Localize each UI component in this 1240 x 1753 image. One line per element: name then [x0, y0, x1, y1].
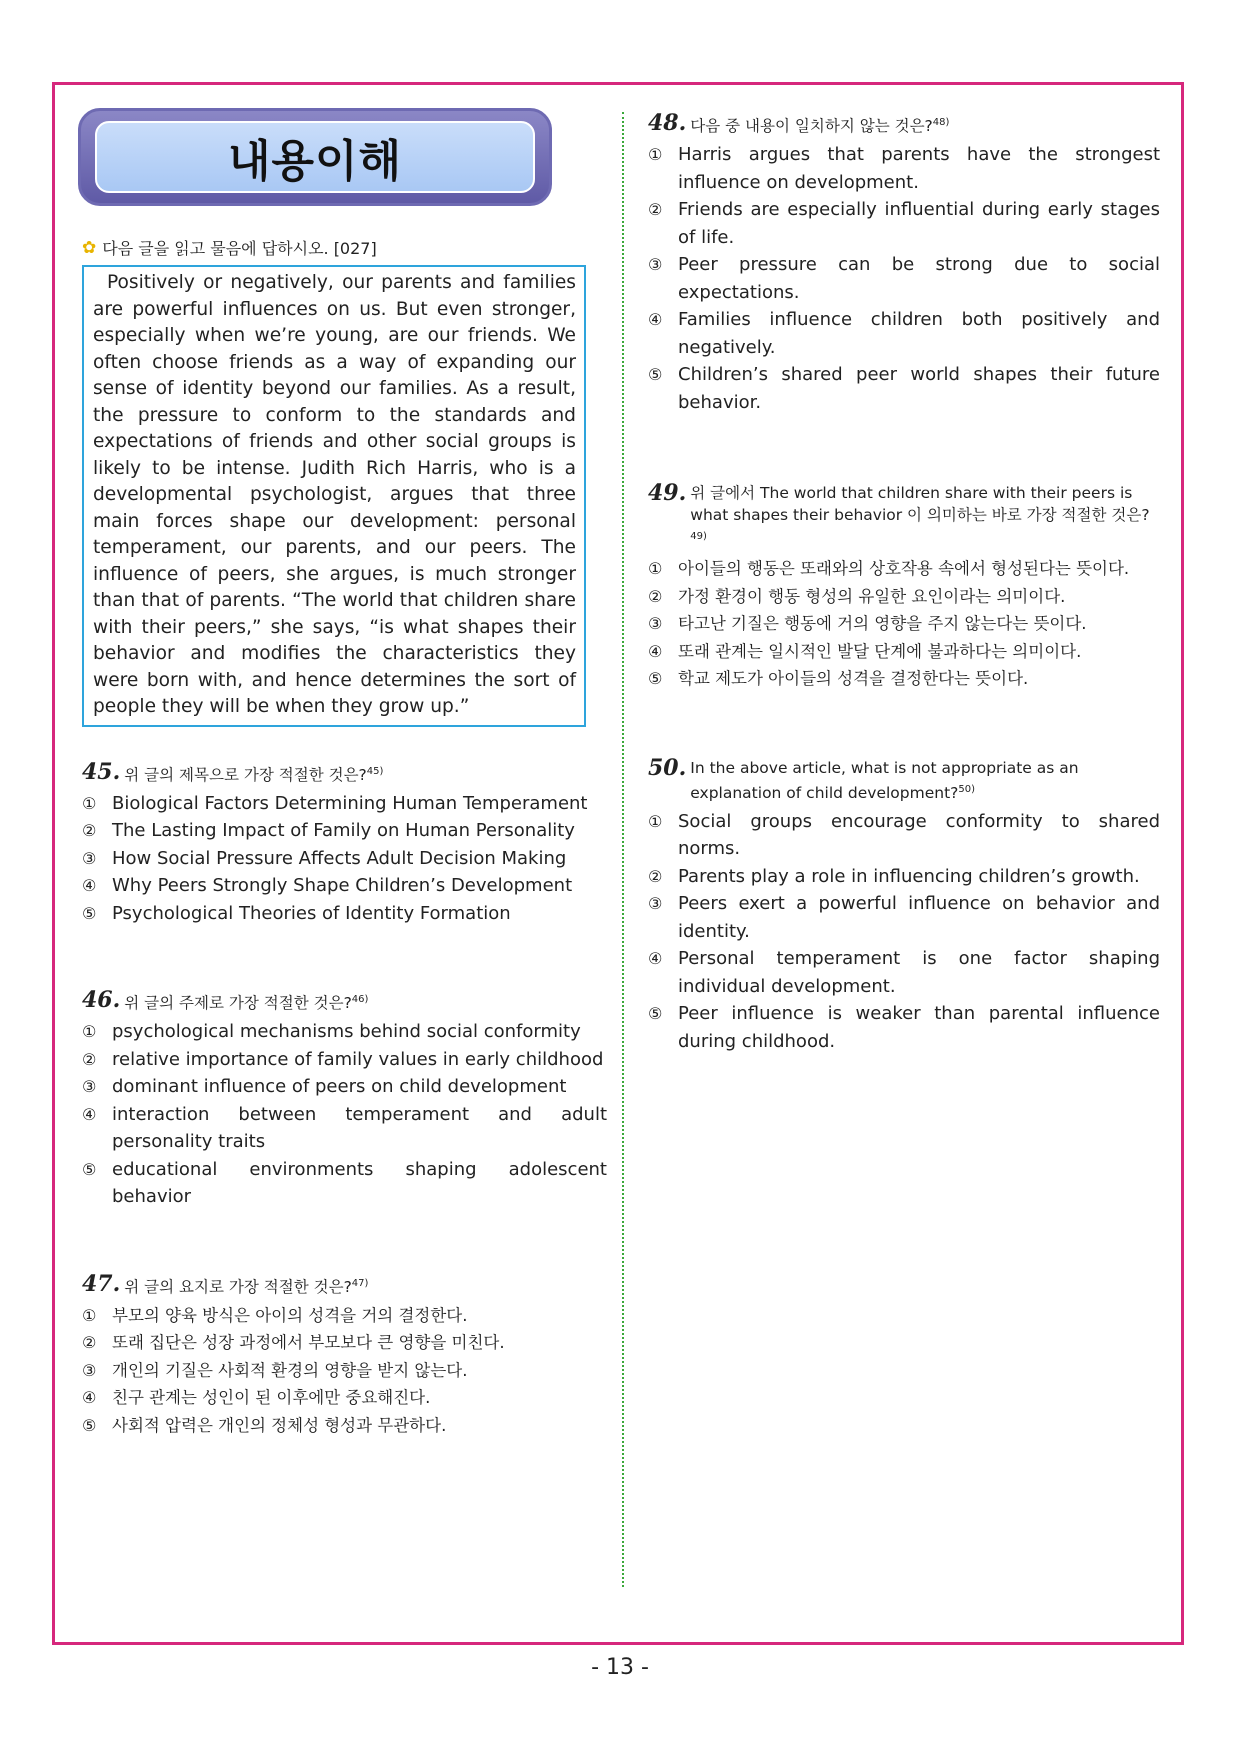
option-marker: ① — [648, 811, 663, 831]
option-marker: ② — [648, 200, 663, 220]
option-text: Families influence children both positively and negatively. — [678, 309, 1160, 358]
left-column — [82, 108, 607, 1439]
option-text: Peer influence is weaker than parental influence during childhood. — [678, 1003, 1160, 1052]
question-prompt — [124, 1273, 368, 1298]
answer-option[interactable] — [82, 872, 607, 900]
answer-option[interactable] — [648, 890, 1160, 945]
passage-text: Positively or negatively, our parents and families are powerful influences on us. But even stronger, especially when we’re young, are our friends. We often choose friends as a way of expanding our sense of identity beyond our families. As a result, the pressure to conform to the standards and expectations of friends and other social groups is likely to be intense. Judith Rich Harris, who is a developmental psychologist, argues that three main forces shape our development: personal temperament, our parents, and our peers. The influence of peers, she argues, is much stronger than that of parents. “The world that children share with their peers,” she says, “is what shapes their behavior and modifies the characteristics they were born with, and hence determines the sort of people they will be when they grow up.” — [93, 272, 576, 717]
question-number: 49. — [648, 480, 687, 507]
option-marker: ③ — [648, 614, 663, 634]
option-text: 또래 집단은 성장 과정에서 부모보다 큰 영향을 미친다. — [112, 1333, 505, 1353]
question-footnote: 49) — [690, 531, 707, 543]
option-text: Parents play a role in influencing children’s growth. — [678, 865, 1140, 887]
answer-option[interactable] — [82, 1156, 607, 1211]
option-marker: ⑤ — [648, 365, 663, 385]
question-prompt-text: In the above article, what is not appropriate as an explanation of child development? — [690, 758, 1079, 802]
question-header — [82, 758, 607, 786]
question-prompt — [124, 761, 383, 786]
option-text: 아이들의 행동은 또래와의 상호작용 속에서 형성된다는 뜻이다. — [678, 559, 1130, 579]
flower-icon: ✿ — [82, 237, 97, 258]
question-46 — [82, 989, 607, 1211]
question-prompt-text: 위 글의 요지로 가장 적절한 것은? — [124, 1277, 352, 1296]
answer-option[interactable] — [82, 1073, 607, 1101]
question-prompt-text: 위 글의 제목으로 가장 적절한 것은? — [124, 765, 367, 784]
option-marker: ⑤ — [82, 903, 97, 923]
option-text: 부모의 양육 방식은 아이의 성격을 거의 결정한다. — [112, 1305, 468, 1325]
option-text: Children’s shared peer world shapes their future behavior. — [678, 364, 1160, 413]
option-marker: ③ — [82, 1077, 97, 1097]
answer-option[interactable] — [648, 863, 1160, 891]
answer-option[interactable] — [648, 141, 1160, 196]
question-footnote: 46) — [351, 994, 369, 1006]
question-header — [648, 754, 1160, 804]
option-text: Peer pressure can be strong due to social expectations. — [678, 254, 1160, 303]
question-49 — [648, 482, 1160, 693]
option-text: Personal temperament is one factor shaping individual development. — [678, 948, 1160, 997]
instruction-text: 다음 글을 읽고 물음에 답하시오. [027] — [102, 239, 377, 258]
question-prompt-text: 위 글에서 The world that children share with their peers is what shapes their behavior 이 의미하는 바로 가장 적절한 것은? — [690, 484, 1150, 525]
answer-option[interactable] — [82, 845, 607, 873]
option-marker: ③ — [648, 255, 663, 275]
question-number: 48. — [648, 110, 687, 136]
answer-option[interactable] — [648, 251, 1160, 306]
section-banner — [78, 108, 552, 206]
option-marker: ⑤ — [648, 669, 663, 689]
question-number: 46. — [82, 987, 121, 1014]
option-marker: ③ — [82, 1360, 97, 1380]
option-marker: ④ — [82, 1104, 97, 1124]
option-marker: ① — [82, 1305, 97, 1325]
option-marker: ① — [82, 1022, 97, 1042]
answer-option[interactable] — [82, 1018, 607, 1046]
question-footnote: 45) — [366, 765, 384, 777]
option-marker: ⑤ — [648, 1004, 663, 1024]
column-divider — [622, 112, 624, 1587]
option-text: Psychological Theories of Identity Formation — [112, 902, 511, 924]
option-text: How Social Pressure Affects Adult Decision Making — [112, 847, 567, 869]
question-footnote: 50) — [958, 783, 976, 795]
answer-option[interactable] — [82, 900, 607, 928]
answer-option[interactable] — [648, 306, 1160, 361]
option-text: 타고난 기질은 행동에 거의 영향을 주지 않는다는 뜻이다. — [678, 614, 1087, 634]
option-text: 또래 관계는 일시적인 발달 단계에 불과하다는 의미이다. — [678, 641, 1082, 661]
answer-options — [82, 1018, 607, 1211]
option-text: 가정 환경이 행동 형성의 유일한 요인이라는 의미이다. — [678, 586, 1066, 606]
answer-option[interactable] — [648, 638, 1160, 666]
option-marker: ① — [648, 145, 663, 165]
section-title: 내용이해 — [227, 136, 402, 187]
question-prompt-text: 위 글의 주제로 가장 적절한 것은? — [124, 994, 352, 1013]
answer-option[interactable] — [648, 583, 1160, 611]
option-text: 개인의 기질은 사회적 환경의 영향을 받지 않는다. — [112, 1360, 468, 1380]
answer-option[interactable] — [648, 945, 1160, 1000]
option-text: Why Peers Strongly Shape Children’s Development — [112, 875, 573, 897]
answer-option[interactable] — [82, 1046, 607, 1074]
option-text: interaction between temperament and adult personality traits — [112, 1103, 607, 1153]
answer-option[interactable] — [82, 790, 607, 818]
answer-option[interactable] — [82, 1357, 607, 1385]
answer-option[interactable] — [82, 1329, 607, 1357]
answer-options — [82, 1302, 607, 1440]
question-header — [648, 482, 1160, 551]
question-footnote: 48) — [932, 117, 950, 128]
option-marker: ④ — [82, 876, 97, 896]
question-header — [648, 112, 1160, 137]
question-footnote: 47) — [351, 1277, 369, 1289]
option-marker: ⑤ — [82, 1159, 97, 1179]
answer-option[interactable] — [648, 808, 1160, 863]
question-header — [82, 1270, 607, 1298]
page-number: - 13 - — [591, 1655, 649, 1680]
question-number: 50. — [648, 754, 687, 781]
option-text: Social groups encourage conformity to shared norms. — [678, 810, 1160, 860]
option-text: Harris argues that parents have the strongest influence on development. — [678, 144, 1160, 193]
option-text: The Lasting Impact of Family on Human Personality — [112, 820, 575, 842]
option-marker: ③ — [82, 848, 97, 868]
question-prompt — [690, 757, 1160, 804]
answer-options — [648, 808, 1160, 1056]
answer-option[interactable] — [82, 817, 607, 845]
option-marker: ② — [82, 821, 97, 841]
question-header — [82, 989, 607, 1014]
option-text: dominant influence of peers on child development — [112, 1076, 567, 1098]
option-marker: ⑤ — [82, 1415, 97, 1435]
option-text: 사회적 압력은 개인의 정체성 형성과 무관하다. — [112, 1415, 447, 1435]
answer-options — [648, 555, 1160, 693]
option-marker: ① — [648, 559, 663, 579]
option-marker: ④ — [648, 641, 663, 661]
instruction — [82, 236, 607, 259]
answer-options — [82, 790, 607, 928]
option-text: 친구 관계는 성인이 된 이후에만 중요해진다. — [112, 1388, 431, 1408]
question-number: 45. — [82, 758, 121, 785]
answer-option[interactable] — [82, 1101, 607, 1156]
question-47 — [82, 1270, 607, 1440]
option-marker: ④ — [648, 310, 663, 330]
answer-option[interactable] — [648, 361, 1160, 416]
question-50 — [648, 754, 1160, 1056]
option-marker: ③ — [648, 894, 663, 914]
option-text: Biological Factors Determining Human Temperament — [112, 792, 588, 814]
answer-option[interactable] — [648, 1000, 1160, 1055]
question-prompt — [690, 112, 949, 137]
option-text: Peers exert a powerful influence on behavior and identity. — [678, 893, 1160, 942]
option-marker: ② — [648, 586, 663, 606]
option-text: relative importance of family values in early childhood — [112, 1048, 604, 1070]
answer-option[interactable] — [82, 1412, 607, 1440]
answer-option[interactable] — [648, 555, 1160, 583]
answer-option[interactable] — [82, 1302, 607, 1330]
option-marker: ② — [82, 1049, 97, 1069]
answer-option[interactable] — [648, 610, 1160, 638]
option-marker: ④ — [82, 1388, 97, 1408]
option-text: 학교 제도가 아이들의 성격을 결정한다는 뜻이다. — [678, 669, 1029, 689]
option-text: educational environments shaping adolescent behavior — [112, 1158, 607, 1208]
option-marker: ④ — [648, 949, 663, 969]
question-48 — [648, 112, 1160, 416]
question-prompt — [690, 482, 1160, 551]
question-number: 47. — [82, 1270, 121, 1297]
reading-passage — [82, 265, 586, 727]
answer-option[interactable] — [82, 1384, 607, 1412]
question-prompt — [124, 989, 368, 1014]
right-column — [648, 112, 1160, 1055]
option-marker: ① — [82, 793, 97, 813]
answer-option[interactable] — [648, 196, 1160, 251]
option-marker: ② — [82, 1333, 97, 1353]
answer-option[interactable] — [648, 665, 1160, 693]
answer-options — [648, 141, 1160, 416]
option-text: Friends are especially influential during early stages of life. — [678, 199, 1160, 248]
option-text: psychological mechanisms behind social conformity — [112, 1021, 581, 1043]
question-prompt-text: 다음 중 내용이 일치하지 않는 것은? — [690, 117, 933, 136]
question-45 — [82, 758, 607, 928]
option-marker: ② — [648, 866, 663, 886]
